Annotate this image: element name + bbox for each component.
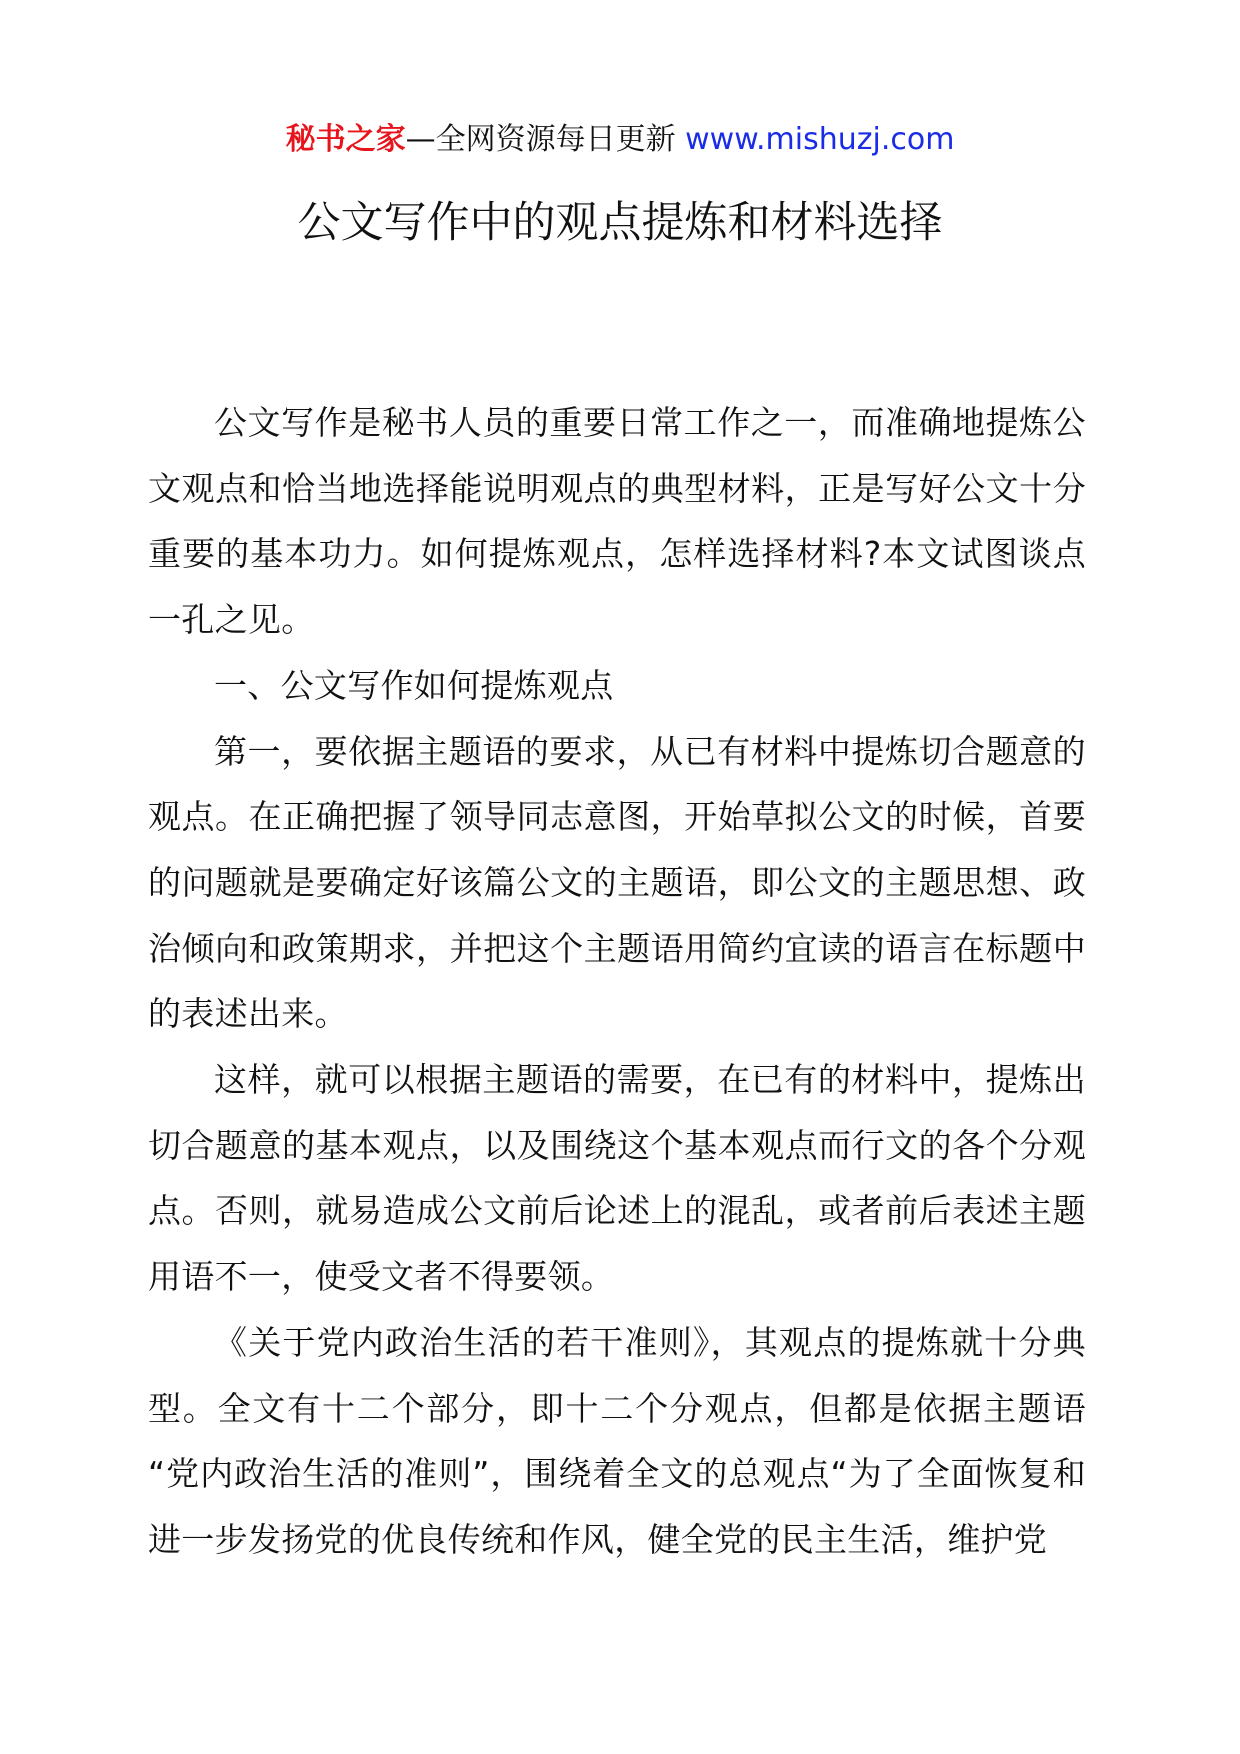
- site-brand: 秘书之家: [285, 122, 406, 157]
- document-title: 公文写作中的观点提炼和材料选择: [297, 198, 943, 248]
- site-slogan: —全网资源每日更新: [405, 122, 686, 157]
- paragraph-followup: 这样，就可以根据主题语的需要，在已有的材料中，提炼出切合题意的基本观点，以及围绕这个基本观点而行文的各个分观点。否则，就易造成公文前后论述上的混乱，或者前后表述主题用语不一，使受文者不得要领。: [148, 1060, 1086, 1297]
- section-heading: 一、公文写作如何提炼观点: [214, 665, 614, 705]
- paragraph-intro: 公文写作是秘书人员的重要日常工作之一，而准确地提炼公文观点和恰当地选择能说明观点的典型材料，正是写好公文十分重要的基本功力。如何提炼观点，怎样选择材料?本文试图谈点一孔之见。: [148, 403, 1086, 640]
- document-body: [148, 390, 1086, 1573]
- paragraph-example: 《关于党内政治生活的若干准则》，其观点的提炼就十分典型。全文有十二个部分，即十二个分观点，但都是依据主题语 “党内政治生活的准则”，围绕着全文的总观点“为了全面恢复和进一步发扬党的优良传统和作风，健全党的民主生活，维护党: [148, 1322, 1086, 1559]
- site-url-link[interactable]: www.mishuzj.com: [685, 122, 955, 157]
- paragraph-first-point: 第一，要依据主题语的要求，从已有材料中提炼切合题意的观点。在正确把握了领导同志意图，开始草拟公文的时候，首要的问题就是要确定好该篇公文的主题语，即公文的主题思想、政治倾向和政策期求，并把这个主题语用简约宜读的语言在标题中的表述出来。: [148, 731, 1086, 1034]
- site-header: [0, 120, 1240, 160]
